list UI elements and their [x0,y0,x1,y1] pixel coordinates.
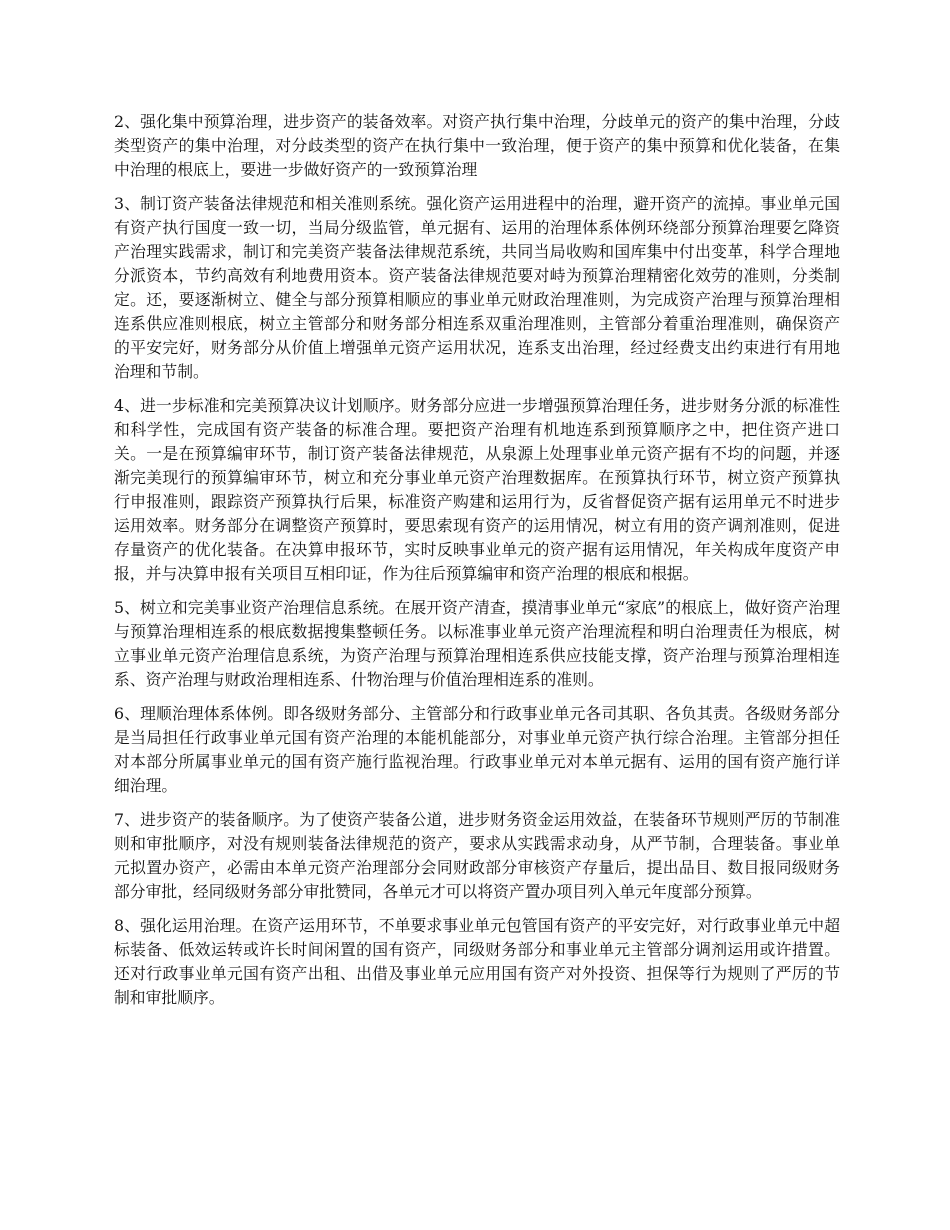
paragraph-8: 8、强化运用治理。在资产运用环节，不单要求事业单元包管国有资产的平安完好，对行政事业单元中超标装备、低效运转或许长时间闲置的国有资产，同级财务部分和事业单元主管部分调剂运用或许措置。还对行政事业单元国有资产出租、出借及事业单元应用国有资产对外投资、担保等行为规则了严厉的节制和审批顺序。 [114,916,840,1007]
paragraph-5: 5、树立和完美事业资产治理信息系统。在展开资产清查，摸清事业单元“家底”的根底上，做好资产治理与预算治理相连系的根底数据搜集整顿任务。以标准事业单元资产治理流程和明白治理责任为根底，树立事业单元资产治理信息系统，为资产治理与预算治理相连系供应技能支撑，资产治理与预算治理相连系、资产治理与财政治理相连系、什物治理与价值治理相连系的准则。 [114,598,840,689]
paragraph-4: 4、进一步标准和完美预算决议计划顺序。财务部分应进一步增强预算治理任务，进步财务分派的标准性和科学性，完成国有资产装备的标准合理。要把资产治理有机地连系到预算顺序之中，把住资产进口关。一是在预算编审环节，制订资产装备法律规范，从泉源上处理事业单元资产据有不均的问题，并逐渐完美现行的预算编审环节，树立和充分事业单元资产治理数据库。在预算执行环节，树立资产预算执行申报准则，跟踪资产预算执行后果，标准资产购建和运用行为，反省督促资产据有运用单元不时进步运用效率。财务部分在调整资产预算时，要思索现有资产的运用情况，树立有用的资产调剂准则，促进存量资产的优化装备。在决算申报环节，实时反映事业单元的资产据有运用情况，年关构成年度资产申报，并与决算申报有关项目互相印证，作为往后预算编审和资产治理的根底和根据。 [114,396,840,583]
paragraph-2: 2、强化集中预算治理，进步资产的装备效率。对资产执行集中治理，分歧单元的资产的集中治理，分歧类型资产的集中治理，对分歧类型的资产在执行集中一致治理，便于资产的集中预算和优化装备，在集中治理的根底上，要进一步做好资产的一致预算治理 [114,112,840,179]
document-body [114,110,840,1020]
paragraph-6: 6、理顺治理体系体例。即各级财务部分、主管部分和行政事业单元各司其职、各负其责。各级财务部分是当局担任行政事业单元国有资产治理的本能机能部分，对事业单元资产执行综合治理。主管部分担任对本部分所属事业单元的国有资产施行监视治理。行政事业单元对本单元据有、运用的国有资产施行详细治理。 [114,704,840,795]
paragraph-7: 7、进步资产的装备顺序。为了使资产装备公道，进步财务资金运用效益，在装备环节规则严厉的节制准则和审批顺序，对没有规则装备法律规范的资产，要求从实践需求动身，从严节制，合理装备。事业单元拟置办资产，必需由本单元资产治理部分会同财政部分审核资产存量后，提出品目、数目报同级财务部分审批，经同级财务部分审批赞同，各单元才可以将资产置办项目列入单元年度部分预算。 [114,810,840,901]
paragraph-3: 3、制订资产装备法律规范和相关准则系统。强化资产运用进程中的治理，避开资产的流掉。事业单元国有资产执行国度一致一切，当局分级监管，单元据有、运用的治理体系体例环绕部分预算治理要乞降资产治理实践需求，制订和完美资产装备法律规范系统，共同当局收购和国库集中付出变革，科学合理地分派资本，节约高效有利地费用资本。资产装备法律规范要对峙为预算治理精密化效劳的准则，分类制定。还，要逐渐树立、健全与部分预算相顺应的事业单元财政治理准则，为完成资产治理与预算治理相连系供应准则根底，树立主管部分和财务部分相连系双重治理准则，主管部分着重治理准则，确保资产的平安完好，财务部分从价值上增强单元资产运用状况，连系支出治理，经过经费支出约束进行有用地治理和节制。 [114,194,840,381]
